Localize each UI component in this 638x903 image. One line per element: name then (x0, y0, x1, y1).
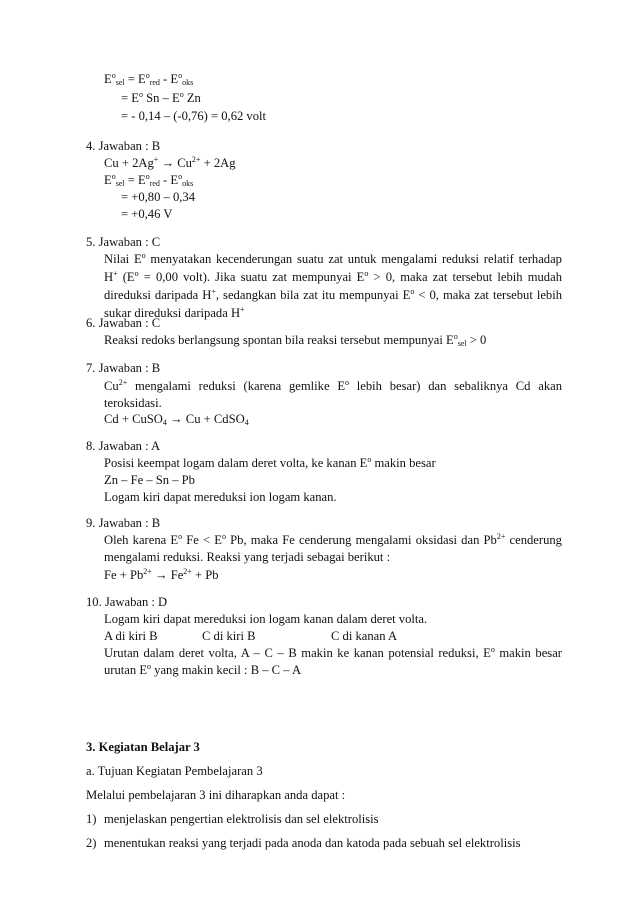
q9-line-1 (104, 534, 562, 547)
q4-formula-line (104, 174, 193, 187)
text: → Cu (158, 156, 192, 170)
q7-line-1 (104, 380, 562, 393)
text: (E (117, 270, 135, 284)
text: Sn – E (142, 91, 180, 105)
text: Pb, maka Fe cenderung mengalami oksidasi dan Pb (225, 533, 497, 547)
text: + 2Ag (200, 156, 236, 170)
q7-reaction (104, 413, 249, 426)
sup: 2+ (191, 155, 201, 164)
sub: 4 (162, 418, 167, 427)
sub: 4 (244, 418, 249, 427)
text: lebih besar) dan sebaliknya Cd akan (349, 379, 562, 393)
list-item-text: menjelaskan pengertian elektrolisis dan sel elektrolisis (104, 812, 379, 826)
text: yang makin kecil : B – C – A (151, 663, 302, 677)
q7-line-2: teroksidasi. (104, 396, 162, 410)
q10-heading: 10. Jawaban : D (86, 595, 168, 609)
q4-result-line: = +0,46 V (121, 207, 173, 221)
q5-line-3 (104, 289, 562, 302)
q7-heading: 7. Jawaban : B (86, 361, 161, 375)
list-item (86, 813, 97, 826)
text: A di kiri B (104, 629, 158, 643)
q5-line-1 (104, 253, 562, 266)
q8-line-1 (104, 457, 436, 470)
sup: o (345, 378, 350, 387)
sup: o (138, 90, 143, 99)
q9-heading: 9. Jawaban : B (86, 516, 161, 530)
q3-formula-line (104, 73, 193, 86)
text: → Cu + CdSO (166, 412, 245, 426)
text: makin besar (494, 646, 562, 660)
text: Zn (183, 91, 201, 105)
sup: o (178, 532, 183, 541)
sub: sel (115, 179, 125, 188)
text: Reaksi redoks berlangsung spontan bila reaksi tersebut mempunyai E (104, 333, 454, 347)
q9-reaction (104, 569, 219, 582)
text: → Fe (151, 568, 184, 582)
text: urutan E (104, 663, 148, 677)
text: E (104, 72, 112, 86)
q10-line-3 (104, 647, 562, 660)
q8-line-3: Logam kiri dapat mereduksi ion logam kanan. (104, 490, 337, 504)
sub: sel (115, 78, 125, 87)
text: + Pb (191, 568, 219, 582)
sup: o (111, 71, 116, 80)
text: - E (159, 72, 179, 86)
sup: o (134, 269, 139, 278)
text: H (104, 270, 114, 284)
section-intro: Melalui pembelajaran 3 ini diharapkan anda dapat : (86, 788, 346, 802)
q5-heading: 5. Jawaban : C (86, 235, 161, 249)
text: = E (124, 72, 146, 86)
q9-line-2: mengalami reduksi. Reaksi yang terjadi sebagai berikut : (104, 550, 391, 564)
text: Cu + 2Ag (104, 156, 154, 170)
text: mengalami reduksi (karena gemlike E (127, 379, 346, 393)
sup: 2+ (118, 378, 128, 387)
text: , sedangkan bila zat itu mempunyai E (215, 288, 411, 302)
sub: oks (182, 179, 194, 188)
sup: + (153, 155, 159, 164)
q10-line-2 (104, 630, 562, 644)
q3-result-line: = - 0,14 – (-0,76) = 0,62 volt (121, 109, 267, 123)
sup: o (367, 455, 372, 464)
text: Nilai E (104, 252, 142, 266)
list-number: 2) (86, 836, 97, 850)
text: Cd + CuSO (104, 412, 163, 426)
sup: + (211, 287, 216, 296)
section-title: 3. Kegiatan Belajar 3 (86, 740, 200, 754)
text: C di kanan A (331, 629, 398, 643)
text: = E (121, 91, 139, 105)
q4-step-line: = +0,80 – 0,34 (121, 190, 196, 204)
sup: o (145, 172, 150, 181)
sup: o (141, 251, 146, 260)
q8-line-2: Zn – Fe – Sn – Pb (104, 473, 195, 487)
sup: o (178, 71, 183, 80)
list-item-text: menentukan reaksi yang terjadi pada anoda dan katoda pada sebuah sel elektrolisis (104, 836, 521, 850)
text: makin besar (371, 456, 436, 470)
sup: o (111, 172, 116, 181)
sup: o (179, 90, 184, 99)
text: > 0, maka zat tersebut lebih mudah (368, 270, 562, 284)
sup: o (410, 287, 415, 296)
text: > 0 (466, 333, 487, 347)
text: - E (159, 173, 179, 187)
text: Posisi keempat logam dalam deret volta, ke kanan E (104, 456, 368, 470)
sup: o (147, 662, 152, 671)
sup: o (364, 269, 369, 278)
q6-heading: 6. Jawaban : C (86, 316, 161, 330)
q3-step-line (121, 92, 201, 105)
text: direduksi daripada H (104, 288, 212, 302)
sup: + (240, 305, 245, 314)
text: Fe + Pb (104, 568, 144, 582)
text: menyatakan kecenderungan suatu zat untuk mengalami reduksi relatif terhadap (145, 252, 562, 266)
list-number: 1) (86, 812, 97, 826)
q10-line-4 (104, 664, 301, 677)
sup: 2+ (183, 567, 192, 576)
sup: o (145, 71, 150, 80)
sub: oks (182, 78, 194, 87)
text: Urutan dalam deret volta, A – C – B makin ke kanan potensial reduksi, E (104, 646, 491, 660)
text: < 0, maka zat tersebut lebih (414, 288, 563, 302)
text: Cu (104, 379, 119, 393)
sup: 2+ (143, 567, 152, 576)
sub: red (149, 179, 160, 188)
sub: sel (457, 339, 467, 348)
text: Oleh karena E (104, 533, 179, 547)
sub: red (149, 78, 160, 87)
text: cenderung (505, 533, 562, 547)
sup: o (178, 172, 183, 181)
q10-line-1: Logam kiri dapat mereduksi ion logam kanan dalam deret volta. (104, 612, 428, 626)
q5-line-2 (104, 271, 562, 284)
sup: o (453, 332, 458, 341)
text: C di kiri B (202, 629, 256, 643)
sup: + (113, 269, 118, 278)
sup: 2+ (496, 532, 506, 541)
q4-reaction (104, 157, 236, 170)
text: = 0,00 volt). Jika suatu zat mempunyai E (138, 270, 365, 284)
text: E (104, 173, 112, 187)
sup: o (221, 532, 226, 541)
q8-heading: 8. Jawaban : A (86, 439, 161, 453)
section-subtitle: a. Tujuan Kegiatan Pembelajaran 3 (86, 764, 263, 778)
sup: o (490, 645, 495, 654)
text: = E (124, 173, 146, 187)
text: Fe < E (182, 533, 222, 547)
list-item (86, 837, 97, 850)
text: sukar direduksi daripada H (104, 306, 241, 320)
q4-heading: 4. Jawaban : B (86, 139, 161, 153)
q6-line-1 (104, 334, 486, 347)
